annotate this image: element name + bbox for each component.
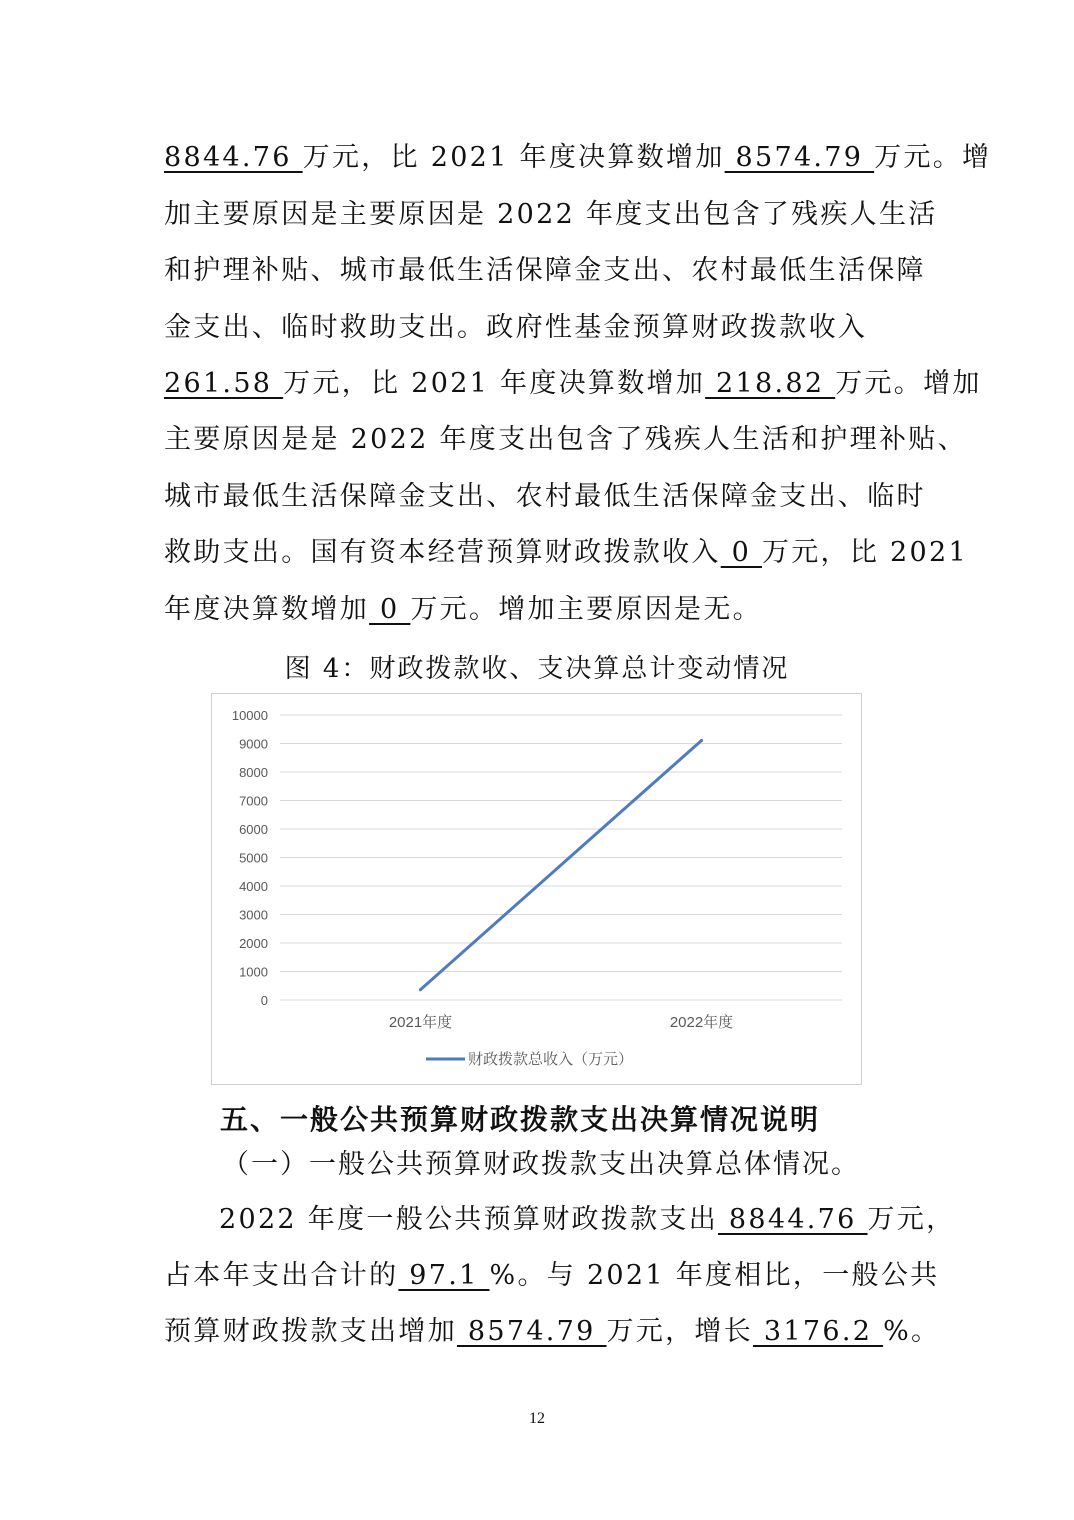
text-span: 万元，比 2021 bbox=[761, 537, 968, 568]
text-line bbox=[164, 1304, 941, 1360]
text-span: 城市最低生活保障金支出、农村最低生活保障金支出、临时 bbox=[164, 481, 926, 512]
figure-caption: 图 4：财政拨款收、支决算总计变动情况 bbox=[284, 654, 790, 684]
underlined-value: 8574.79 bbox=[457, 1316, 607, 1347]
text-span: 加主要原因是主要原因是 2022 年度支出包含了残疾人生活 bbox=[164, 199, 938, 230]
text-line bbox=[164, 1248, 940, 1304]
y-tick-label: 2000 bbox=[239, 936, 268, 951]
text-span: 万元， bbox=[867, 1204, 956, 1235]
underlined-value: 0 bbox=[720, 537, 762, 568]
y-tick-label: 4000 bbox=[239, 879, 268, 894]
text-span: %。 bbox=[883, 1316, 941, 1347]
underlined-value: 0 bbox=[369, 594, 411, 625]
section-subheading: （一）一般公共预算财政拨款支出决算总体情况。 bbox=[222, 1149, 860, 1180]
text-line bbox=[164, 582, 912, 638]
text-line bbox=[164, 356, 982, 412]
text-span: 万元。增 bbox=[874, 142, 992, 173]
text-line bbox=[164, 130, 992, 186]
text-span: 万元。增加 bbox=[835, 368, 982, 399]
text-span: 万元，增长 bbox=[606, 1316, 754, 1347]
underlined-value: 218.82 bbox=[705, 368, 836, 399]
text-span: 万元。增加主要原因是无。 bbox=[410, 594, 762, 625]
series-line bbox=[421, 740, 702, 989]
legend-label: 财政拨款总收入（万元） bbox=[468, 1050, 634, 1068]
data-point bbox=[419, 988, 422, 991]
text-span: 金支出、临时救助支出。政府性基金预算财政拨款收入 bbox=[164, 312, 868, 343]
text-line bbox=[164, 300, 912, 356]
y-tick-label: 0 bbox=[260, 993, 268, 1008]
section-heading: 五、一般公共预算财政拨款支出决算情况说明 bbox=[220, 1103, 821, 1136]
y-tick-label: 1000 bbox=[239, 964, 268, 980]
y-tick-label: 10000 bbox=[231, 708, 268, 723]
y-tick-label: 7000 bbox=[239, 793, 268, 809]
y-tick-label: 9000 bbox=[239, 736, 268, 752]
text-line bbox=[164, 187, 938, 243]
text-span: %。与 2021 年度相比，一般公共 bbox=[489, 1260, 940, 1291]
text-span: 年度决算数增加 bbox=[164, 594, 370, 625]
x-tick-label: 2022年度 bbox=[669, 1014, 734, 1031]
x-tick-label: 2021年度 bbox=[388, 1014, 453, 1031]
line-chart bbox=[212, 694, 861, 1084]
text-span: 2022 年度一般公共预算财政拨款支出 bbox=[219, 1204, 718, 1235]
text-span: 预算财政拨款支出增加 bbox=[164, 1316, 457, 1347]
text-span: 和护理补贴、城市最低生活保障金支出、农村最低生活保障 bbox=[164, 255, 926, 286]
chart-frame bbox=[211, 693, 862, 1085]
y-tick-label: 8000 bbox=[239, 765, 268, 780]
text-line bbox=[164, 469, 926, 525]
text-span: 主要原因是是 2022 年度支出包含了残疾人生活和护理补贴、 bbox=[164, 424, 967, 455]
underlined-value: 3176.2 bbox=[753, 1316, 884, 1347]
y-tick-label: 3000 bbox=[239, 907, 268, 923]
text-span: 占本年支出合计的 bbox=[164, 1260, 399, 1291]
underlined-value: 8844.76 bbox=[164, 142, 303, 173]
data-point bbox=[700, 739, 703, 742]
text-span: 万元，比 2021 年度决算数增加 bbox=[302, 142, 725, 173]
text-line bbox=[164, 525, 968, 581]
underlined-value: 8574.79 bbox=[724, 142, 875, 173]
y-tick-label: 6000 bbox=[239, 822, 268, 837]
page-number: 12 bbox=[529, 1410, 545, 1427]
text-span: 万元，比 2021 年度决算数增加 bbox=[283, 368, 706, 399]
text-line bbox=[164, 243, 926, 299]
text-line bbox=[219, 1192, 967, 1248]
underlined-value: 97.1 bbox=[398, 1260, 490, 1291]
y-tick-label: 5000 bbox=[239, 850, 268, 866]
text-line bbox=[164, 412, 967, 468]
underlined-value: 261.58 bbox=[164, 368, 284, 399]
underlined-value: 8844.76 bbox=[718, 1204, 868, 1235]
text-span: 救助支出。国有资本经营预算财政拨款收入 bbox=[164, 537, 721, 568]
